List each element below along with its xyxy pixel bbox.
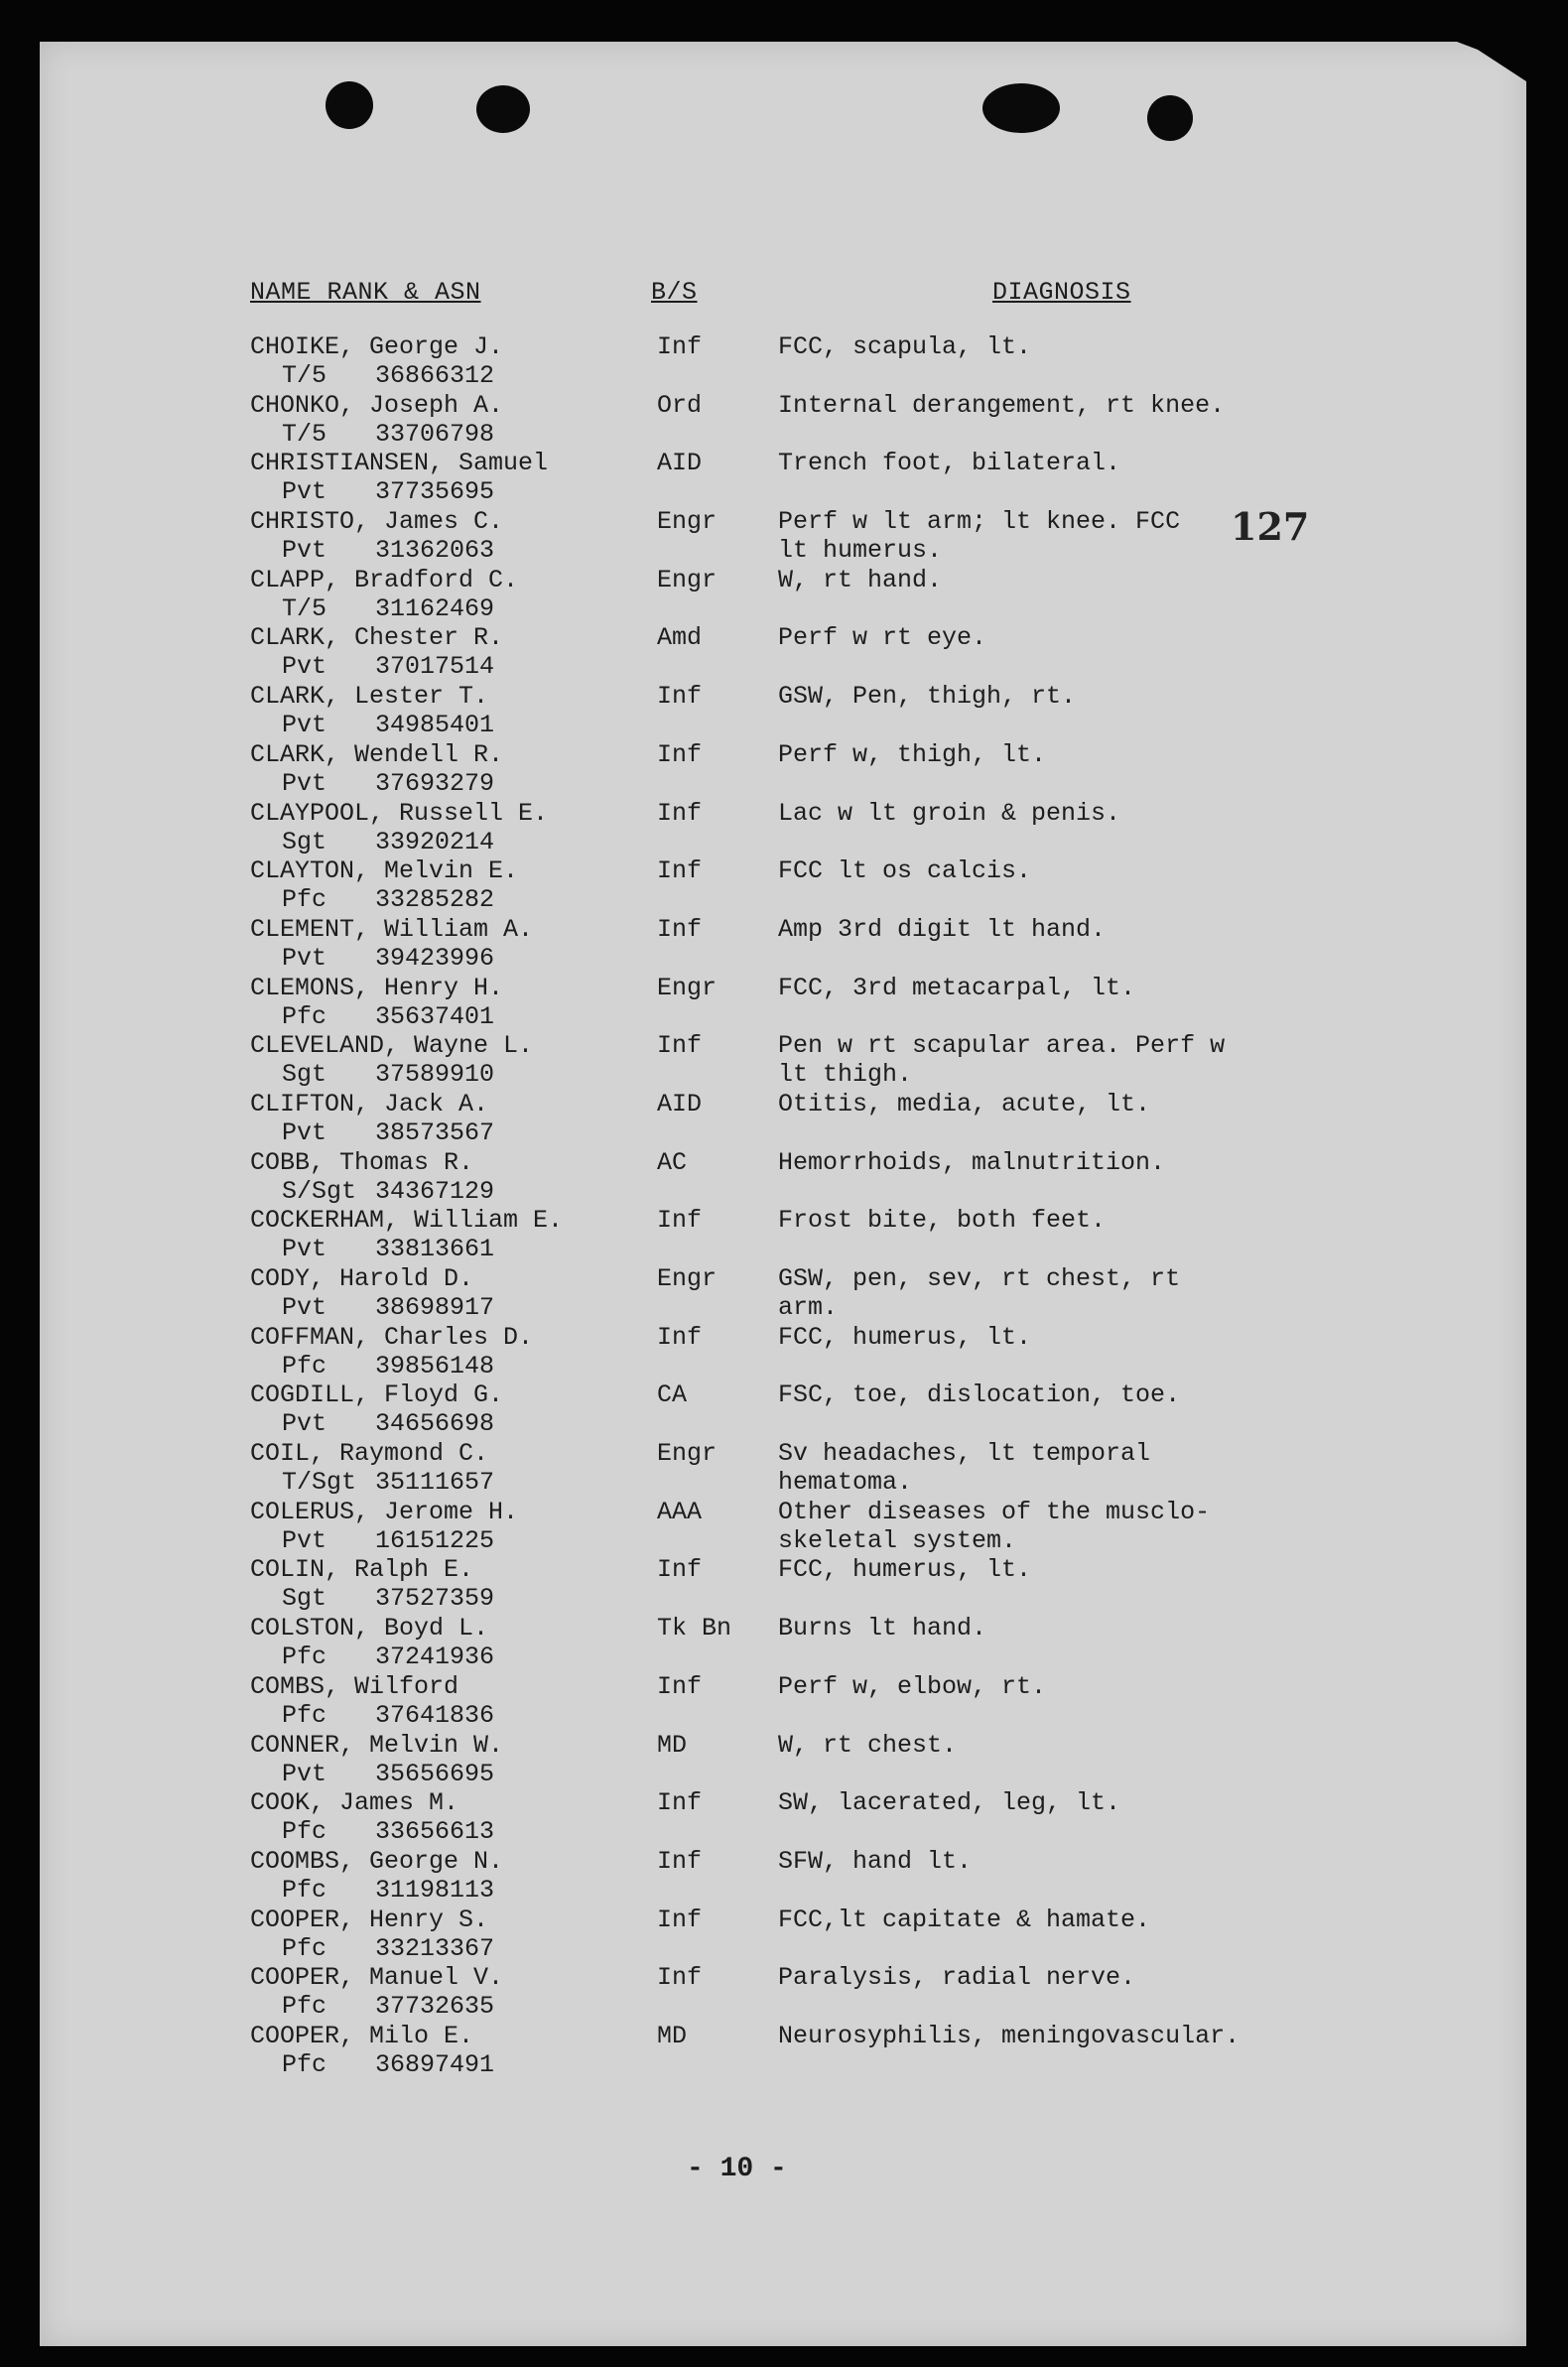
serial-number: 33920214 bbox=[375, 827, 495, 856]
list-item bbox=[0, 1090, 1568, 1148]
diagnosis: Perf w lt arm; lt knee. FCC bbox=[778, 507, 1181, 537]
branch-of-service: Inf bbox=[657, 332, 703, 361]
rank: Pvt bbox=[282, 1525, 327, 1555]
branch-of-service: Ord bbox=[657, 390, 703, 420]
diagnosis: Amp 3rd digit lt hand. bbox=[778, 914, 1107, 944]
list-item bbox=[0, 1148, 1568, 1207]
person-name: CLARK, Lester T. bbox=[250, 682, 489, 712]
list-item bbox=[0, 799, 1568, 857]
diagnosis: GSW, pen, sev, rt chest, rt bbox=[778, 1264, 1181, 1293]
rank: Pvt bbox=[282, 1235, 327, 1264]
serial-number: 38573567 bbox=[375, 1118, 495, 1147]
punch-hole bbox=[326, 81, 373, 129]
rank: Pvt bbox=[282, 477, 327, 507]
list-item bbox=[0, 1614, 1568, 1672]
serial-number: 31362063 bbox=[375, 536, 495, 566]
list-item bbox=[0, 740, 1568, 799]
serial-number: 37589910 bbox=[375, 1060, 495, 1090]
list-item bbox=[0, 1206, 1568, 1264]
diagnosis: W, rt hand. bbox=[778, 565, 943, 594]
diagnosis-continued: arm. bbox=[778, 1293, 839, 1322]
person-name: CHRISTO, James C. bbox=[250, 507, 504, 537]
list-item bbox=[0, 1031, 1568, 1090]
branch-of-service: AID bbox=[657, 1089, 703, 1118]
diagnosis: FCC,lt capitate & hamate. bbox=[778, 1905, 1151, 1934]
person-name: CHONKO, Joseph A. bbox=[250, 390, 504, 420]
rank: Pvt bbox=[282, 768, 327, 798]
diagnosis-continued: lt humerus. bbox=[778, 536, 943, 566]
person-name: COBB, Thomas R. bbox=[250, 1147, 474, 1177]
serial-number: 36897491 bbox=[375, 2049, 495, 2079]
branch-of-service: Engr bbox=[657, 1264, 718, 1293]
branch-of-service: CA bbox=[657, 1381, 688, 1410]
diagnosis: Sv headaches, lt temporal bbox=[778, 1439, 1151, 1469]
list-item bbox=[0, 1323, 1568, 1381]
branch-of-service: Inf bbox=[657, 1671, 703, 1701]
serial-number: 39423996 bbox=[375, 943, 495, 973]
person-name: COCKERHAM, William E. bbox=[250, 1206, 564, 1236]
branch-of-service: Inf bbox=[657, 856, 703, 886]
branch-of-service: Inf bbox=[657, 739, 703, 769]
diagnosis: Frost bite, both feet. bbox=[778, 1206, 1107, 1236]
serial-number: 38698917 bbox=[375, 1293, 495, 1322]
list-item bbox=[0, 1906, 1568, 1964]
list-item bbox=[0, 623, 1568, 682]
list-item bbox=[0, 1731, 1568, 1789]
list-item bbox=[0, 1264, 1568, 1323]
branch-of-service: Inf bbox=[657, 1555, 703, 1585]
punch-hole bbox=[1147, 95, 1193, 141]
rank: Pvt bbox=[282, 1293, 327, 1322]
column-header-diagnosis: DIAGNOSIS bbox=[992, 278, 1131, 307]
person-name: CLAYPOOL, Russell E. bbox=[250, 798, 549, 828]
diagnosis: Trench foot, bilateral. bbox=[778, 449, 1121, 478]
rank: Pfc bbox=[282, 1001, 327, 1031]
serial-number: 37735695 bbox=[375, 477, 495, 507]
serial-number: 37641836 bbox=[375, 1700, 495, 1730]
rank: S/Sgt bbox=[282, 1176, 357, 1206]
person-name: CLAYTON, Melvin E. bbox=[250, 856, 519, 886]
rank: Pfc bbox=[282, 1643, 327, 1672]
list-item bbox=[0, 449, 1568, 507]
list-item bbox=[0, 1439, 1568, 1498]
person-name: CLEVELAND, Wayne L. bbox=[250, 1031, 534, 1061]
serial-number: 33706798 bbox=[375, 419, 495, 449]
person-name: CLARK, Chester R. bbox=[250, 623, 504, 653]
rank: Pvt bbox=[282, 1118, 327, 1147]
diagnosis-continued: skeletal system. bbox=[778, 1525, 1017, 1555]
rank: Pfc bbox=[282, 2049, 327, 2079]
branch-of-service: Tk Bn bbox=[657, 1614, 732, 1644]
branch-of-service: Inf bbox=[657, 914, 703, 944]
branch-of-service: Inf bbox=[657, 1206, 703, 1236]
rank: Pvt bbox=[282, 943, 327, 973]
diagnosis: Pen w rt scapular area. Perf w bbox=[778, 1031, 1226, 1061]
branch-of-service: Engr bbox=[657, 1439, 718, 1469]
diagnosis: Paralysis, radial nerve. bbox=[778, 1963, 1136, 1993]
list-item bbox=[0, 507, 1568, 566]
diagnosis-continued: lt thigh. bbox=[778, 1060, 913, 1090]
branch-of-service: Inf bbox=[657, 1031, 703, 1061]
serial-number: 35111657 bbox=[375, 1468, 495, 1498]
person-name: COOK, James M. bbox=[250, 1788, 459, 1818]
diagnosis: Otitis, media, acute, lt. bbox=[778, 1089, 1151, 1118]
serial-number: 34656698 bbox=[375, 1409, 495, 1439]
diagnosis: FCC, humerus, lt. bbox=[778, 1555, 1032, 1585]
person-name: COOPER, Manuel V. bbox=[250, 1963, 504, 1993]
branch-of-service: Inf bbox=[657, 682, 703, 712]
rank: Sgt bbox=[282, 1584, 327, 1614]
serial-number: 33813661 bbox=[375, 1235, 495, 1264]
rank: T/5 bbox=[282, 361, 327, 390]
person-name: CLAPP, Bradford C. bbox=[250, 565, 519, 594]
diagnosis: FCC, scapula, lt. bbox=[778, 332, 1032, 361]
diagnosis: FCC, humerus, lt. bbox=[778, 1322, 1032, 1352]
person-name: COIL, Raymond C. bbox=[250, 1439, 489, 1469]
column-header-name: NAME RANK & ASN bbox=[250, 278, 481, 307]
rank: Pvt bbox=[282, 652, 327, 682]
serial-number: 37693279 bbox=[375, 768, 495, 798]
serial-number: 33656613 bbox=[375, 1817, 495, 1847]
diagnosis: Perf w, thigh, lt. bbox=[778, 739, 1047, 769]
diagnosis: SFW, hand lt. bbox=[778, 1846, 973, 1876]
serial-number: 34367129 bbox=[375, 1176, 495, 1206]
diagnosis: FCC lt os calcis. bbox=[778, 856, 1032, 886]
diagnosis: FCC, 3rd metacarpal, lt. bbox=[778, 973, 1136, 1002]
rank: T/5 bbox=[282, 593, 327, 623]
serial-number: 35637401 bbox=[375, 1001, 495, 1031]
rank: Pfc bbox=[282, 1700, 327, 1730]
rank: Pfc bbox=[282, 1875, 327, 1905]
rank: T/5 bbox=[282, 419, 327, 449]
rank: Pfc bbox=[282, 1933, 327, 1963]
branch-of-service: Inf bbox=[657, 1905, 703, 1934]
rank: Pfc bbox=[282, 1351, 327, 1381]
punch-hole bbox=[476, 85, 530, 133]
diagnosis: Neurosyphilis, meningovascular. bbox=[778, 2021, 1241, 2050]
person-name: CLIFTON, Jack A. bbox=[250, 1089, 489, 1118]
serial-number: 39856148 bbox=[375, 1351, 495, 1381]
branch-of-service: MD bbox=[657, 1730, 688, 1760]
diagnosis: Perf w, elbow, rt. bbox=[778, 1671, 1047, 1701]
branch-of-service: AC bbox=[657, 1147, 688, 1177]
branch-of-service: Engr bbox=[657, 507, 718, 537]
list-item bbox=[0, 391, 1568, 450]
list-item bbox=[0, 856, 1568, 915]
diagnosis: Hemorrhoids, malnutrition. bbox=[778, 1147, 1166, 1177]
page-number: - 10 - bbox=[687, 2154, 787, 2184]
branch-of-service: MD bbox=[657, 2021, 688, 2050]
person-name: CLEMONS, Henry H. bbox=[250, 973, 504, 1002]
list-item bbox=[0, 682, 1568, 740]
list-item bbox=[0, 1381, 1568, 1439]
punch-hole bbox=[982, 83, 1060, 133]
person-name: CHOIKE, George J. bbox=[250, 332, 504, 361]
branch-of-service: Inf bbox=[657, 798, 703, 828]
diagnosis: Internal derangement, rt knee. bbox=[778, 390, 1226, 420]
person-name: CLEMENT, William A. bbox=[250, 914, 534, 944]
list-item bbox=[0, 332, 1568, 391]
list-item bbox=[0, 1788, 1568, 1847]
person-name: COOMBS, George N. bbox=[250, 1846, 504, 1876]
serial-number: 34985401 bbox=[375, 711, 495, 740]
rank: Sgt bbox=[282, 827, 327, 856]
torn-corner bbox=[1457, 42, 1526, 81]
rank: Pfc bbox=[282, 885, 327, 915]
list-item bbox=[0, 1672, 1568, 1731]
serial-number: 16151225 bbox=[375, 1525, 495, 1555]
person-name: CHRISTIANSEN, Samuel bbox=[250, 449, 549, 478]
list-item bbox=[0, 915, 1568, 974]
diagnosis: W, rt chest. bbox=[778, 1730, 958, 1760]
serial-number: 33285282 bbox=[375, 885, 495, 915]
person-name: CLARK, Wendell R. bbox=[250, 739, 504, 769]
person-name: COOPER, Henry S. bbox=[250, 1905, 489, 1934]
serial-number: 37732635 bbox=[375, 1992, 495, 2022]
rank: Pfc bbox=[282, 1817, 327, 1847]
serial-number: 37017514 bbox=[375, 652, 495, 682]
diagnosis: Lac w lt groin & penis. bbox=[778, 798, 1121, 828]
diagnosis: GSW, Pen, thigh, rt. bbox=[778, 682, 1077, 712]
roster-list bbox=[0, 332, 1568, 2080]
rank: T/Sgt bbox=[282, 1468, 357, 1498]
diagnosis: Other diseases of the musclo- bbox=[778, 1497, 1211, 1526]
serial-number: 35656695 bbox=[375, 1759, 495, 1788]
person-name: COGDILL, Floyd G. bbox=[250, 1381, 504, 1410]
branch-of-service: Inf bbox=[657, 1963, 703, 1993]
person-name: COFFMAN, Charles D. bbox=[250, 1322, 534, 1352]
diagnosis: Burns lt hand. bbox=[778, 1614, 987, 1644]
person-name: COLERUS, Jerome H. bbox=[250, 1497, 519, 1526]
diagnosis: SW, lacerated, leg, lt. bbox=[778, 1788, 1121, 1818]
branch-of-service: AAA bbox=[657, 1497, 703, 1526]
branch-of-service: Engr bbox=[657, 565, 718, 594]
list-item bbox=[0, 1498, 1568, 1556]
rank: Pvt bbox=[282, 1409, 327, 1439]
branch-of-service: Amd bbox=[657, 623, 703, 653]
person-name: COLIN, Ralph E. bbox=[250, 1555, 474, 1585]
rank: Pvt bbox=[282, 711, 327, 740]
branch-of-service: Inf bbox=[657, 1846, 703, 1876]
list-item bbox=[0, 974, 1568, 1032]
list-item bbox=[0, 2022, 1568, 2080]
branch-of-service: AID bbox=[657, 449, 703, 478]
list-item bbox=[0, 1555, 1568, 1614]
serial-number: 31198113 bbox=[375, 1875, 495, 1905]
rank: Pvt bbox=[282, 536, 327, 566]
rank: Pvt bbox=[282, 1759, 327, 1788]
margin-number: 127 bbox=[1231, 504, 1310, 549]
serial-number: 33213367 bbox=[375, 1933, 495, 1963]
list-item bbox=[0, 1847, 1568, 1906]
serial-number: 31162469 bbox=[375, 593, 495, 623]
diagnosis: FSC, toe, dislocation, toe. bbox=[778, 1381, 1181, 1410]
serial-number: 37241936 bbox=[375, 1643, 495, 1672]
person-name: COOPER, Milo E. bbox=[250, 2021, 474, 2050]
diagnosis-continued: hematoma. bbox=[778, 1468, 913, 1498]
rank: Sgt bbox=[282, 1060, 327, 1090]
list-item bbox=[0, 1963, 1568, 2022]
diagnosis: Perf w rt eye. bbox=[778, 623, 987, 653]
branch-of-service: Inf bbox=[657, 1322, 703, 1352]
column-header-bs: B/S bbox=[651, 278, 698, 307]
list-item bbox=[0, 566, 1568, 624]
serial-number: 37527359 bbox=[375, 1584, 495, 1614]
branch-of-service: Inf bbox=[657, 1788, 703, 1818]
person-name: COLSTON, Boyd L. bbox=[250, 1614, 489, 1644]
rank: Pfc bbox=[282, 1992, 327, 2022]
person-name: CODY, Harold D. bbox=[250, 1264, 474, 1293]
person-name: CONNER, Melvin W. bbox=[250, 1730, 504, 1760]
serial-number: 36866312 bbox=[375, 361, 495, 390]
person-name: COMBS, Wilford bbox=[250, 1671, 459, 1701]
branch-of-service: Engr bbox=[657, 973, 718, 1002]
